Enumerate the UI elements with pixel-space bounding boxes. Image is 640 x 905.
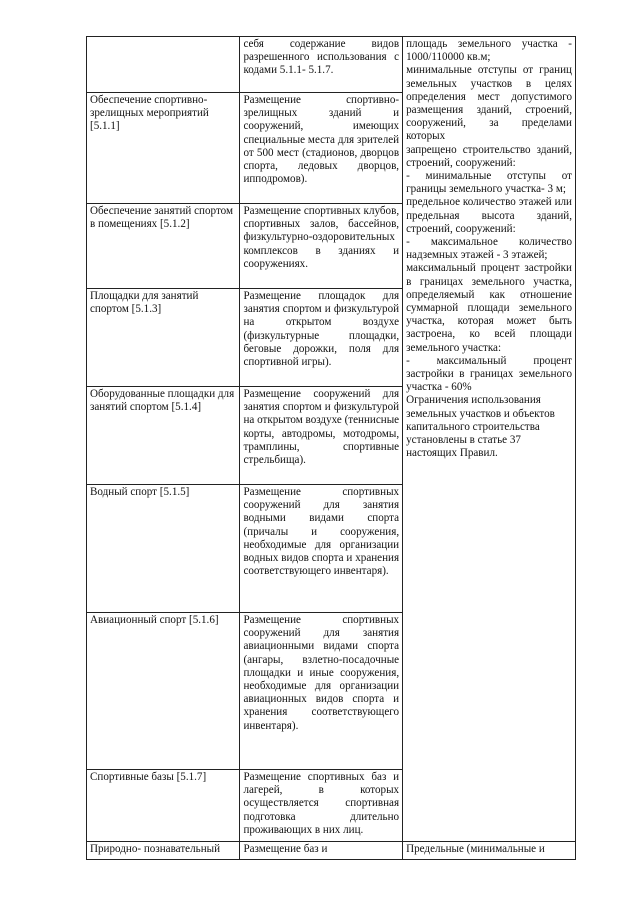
param-text: площадь земельного участка - 1000/110000 кв.м; [406,38,572,64]
parameters-cell: Предельные (минимальные и [403,842,576,860]
use-name-cell: Оборудованные площадки для занятий спортом [5.1.4] [87,387,240,485]
land-use-table [86,36,576,860]
table-row [87,842,576,860]
use-description-cell: себя содержание видов разрешенного использования с кодами 5.1.1- 5.1.7. [240,37,403,93]
use-name-cell: Спортивные базы [5.1.7] [87,770,240,842]
use-description-cell: Размещение спортивных клубов, спортивных залов, бассейнов, физкультурно-оздоровительных комплексов в зданиях и сооружениях. [240,204,403,289]
param-text: - минимальные отступы от границы земельного участка- 3 м; [406,170,572,196]
param-text: Ограничения использования земельных участков и объектов капитального строительства установлены в статье 37 настоящих Правил. [406,394,555,460]
use-name-cell: Природно- познавательный [87,842,240,860]
use-description-cell: Размещение сооружений для занятия спортом и физкультурой на открытом воздухе (теннисные корты, автодромы, мотодромы, трамплины, спортивные стрельбища). [240,387,403,485]
use-description-cell: Размещение спортивных баз и лагерей, в которых осуществляется спортивная подготовка длительно проживающих в них лиц. [240,770,403,842]
param-text: - максимальное количество надземных этажей - 3 этажей; [406,236,572,262]
use-description-cell: Размещение площадок для занятия спортом и физкультурой на открытом воздухе (физкультурные площадки, беговые дорожки, поля для спортивной игры). [240,289,403,387]
use-name-cell: Площадки для занятий спортом [5.1.3] [87,289,240,387]
param-text: минимальные отступы от границ земельных участков в целях определения мест допустимого размещения зданий, строений, сооружений, за пределами которых [406,64,572,143]
use-name-cell [87,37,240,93]
use-description-cell: Размещение спортивных сооружений для занятия авиационными видами спорта (ангары, взлетно-посадочные площадки и иные сооружения, необходимые для организации авиационных видов спорта и хранения соответствующего инвентаря). [240,613,403,770]
use-name-cell: Обеспечение занятий спортом в помещениях [5.1.2] [87,204,240,289]
parameters-cell [403,37,576,842]
param-text: предельное количество этажей или предельная высота зданий, строений, сооружений: [406,196,572,235]
param-text: запрещено строительство зданий, строений, сооружений: [406,143,572,169]
use-description-cell: Размещение спортивно-зрелищных зданий и сооружений, имеющих специальные места для зрителей от 500 мест (стадионов, дворцов спорта, ледовых дворцов, ипподромов). [240,93,403,204]
table-row [87,37,576,93]
use-description-cell: Размещение баз и [240,842,403,860]
param-text: - максимальный процент застройки в границах земельного участка - 60% [406,354,572,394]
use-description-cell: Размещение спортивных сооружений для занятия водными видами спорта (причалы и сооружения, необходимые для организации водных видов спорта и хранения соответствующего инвентаря). [240,485,403,613]
use-name-cell: Обеспечение спортивно-зрелищных мероприятий [5.1.1] [87,93,240,204]
param-text: максимальный процент застройки в границах земельного участка, определяемый как отношение суммарной площади земельного участка, которая может быть застроена, ко всей площади земельного участка: [406,262,572,354]
use-name-cell: Водный спорт [5.1.5] [87,485,240,613]
use-name-cell: Авиационный спорт [5.1.6] [87,613,240,770]
